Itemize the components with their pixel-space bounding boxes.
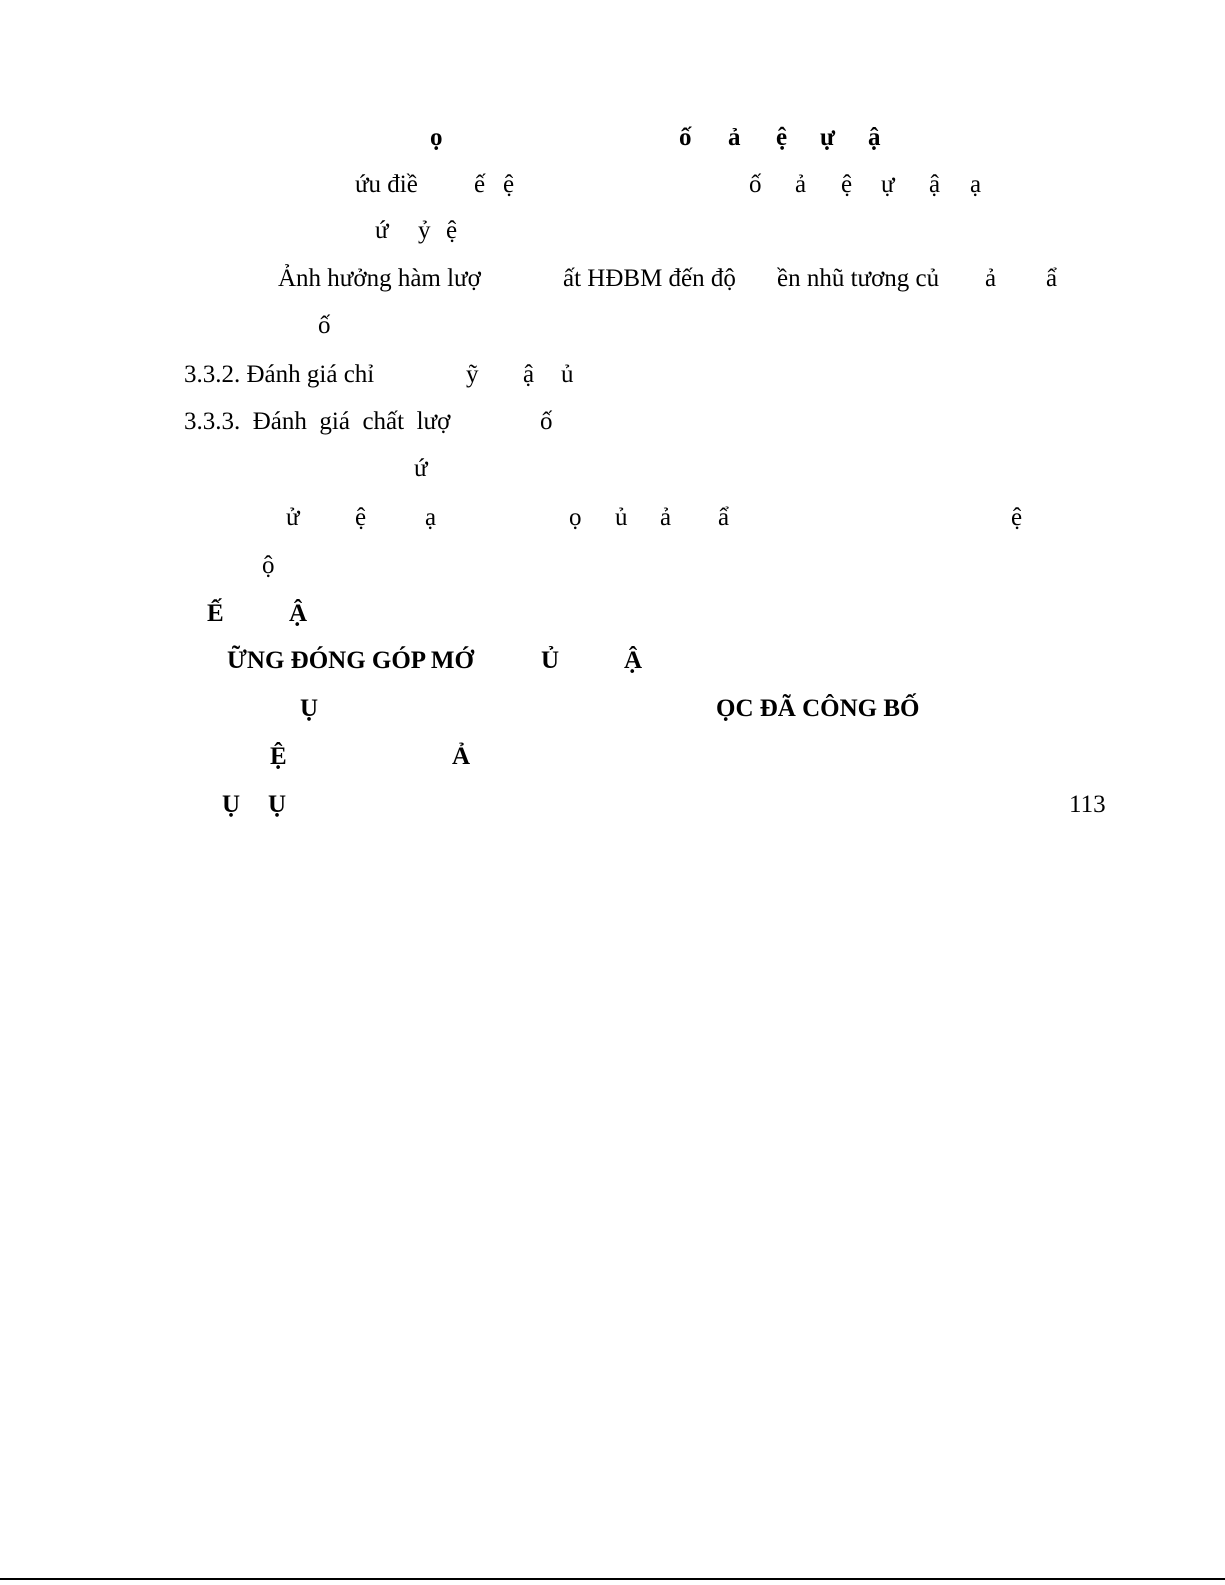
toc-line-1 (0, 120, 1225, 156)
toc-text: Ủ (541, 647, 560, 674)
toc-text: ố (679, 124, 692, 151)
toc-text: ỹ (466, 361, 479, 388)
toc-text: ệ (1011, 504, 1023, 531)
page-number: 113 (1069, 791, 1106, 818)
toc-text: ứ (414, 455, 428, 482)
toc-text: ền nhũ tương củ (777, 265, 940, 292)
toc-text: Ảnh hưởng hàm lượ (278, 265, 481, 292)
toc-text: ệ (355, 504, 367, 531)
toc-line-10 (0, 548, 1225, 584)
bottom-rule (0, 1578, 1225, 1580)
toc-line-8 (0, 451, 1225, 487)
toc-text: ệ (446, 217, 458, 244)
toc-text: ạ (970, 171, 982, 198)
toc-text: ả (985, 265, 997, 292)
toc-line-3 (0, 213, 1225, 249)
toc-text: ạ (425, 504, 437, 531)
toc-line-15 (0, 787, 1225, 823)
toc-text: ự (820, 124, 836, 151)
toc-text: ự (881, 171, 895, 198)
toc-text: Ệ (270, 743, 287, 770)
toc-line-4 (0, 261, 1225, 297)
toc-text: ố (318, 312, 331, 339)
toc-text: ộ (262, 552, 275, 579)
toc-text: ỮNG ĐÓNG GÓP MỚ (227, 647, 474, 674)
toc-text: ệ (841, 171, 853, 198)
toc-line-6 (0, 357, 1225, 393)
toc-text: ậ (868, 124, 881, 151)
toc-text: ậ (523, 361, 535, 388)
toc-text: ả (660, 504, 672, 531)
toc-text: ệ (776, 124, 788, 151)
toc-text: ỷ (418, 217, 431, 244)
toc-text: Ế (207, 600, 224, 627)
toc-line-2 (0, 167, 1225, 203)
toc-text: ẩ (718, 504, 730, 531)
toc-text: Ụ (300, 695, 319, 722)
toc-text: ố (749, 171, 762, 198)
toc-text: ọ (569, 504, 582, 531)
toc-line-13 (0, 691, 1225, 727)
toc-text: Ả (452, 743, 471, 770)
toc-text: ẩ (1046, 265, 1058, 292)
toc-text: ả (795, 171, 807, 198)
toc-text: ất HĐBM đến độ (563, 265, 736, 292)
toc-text: ả (728, 124, 741, 151)
toc-text: ứu điề (355, 171, 418, 198)
toc-text: ử (286, 504, 300, 531)
toc-text: ỌC ĐÃ CÔNG BỐ (716, 695, 920, 722)
toc-line-9 (0, 500, 1225, 536)
toc-text: Ụ (222, 791, 241, 818)
toc-line-12 (0, 643, 1225, 679)
toc-text: ệ (503, 171, 515, 198)
toc-text: ứ (375, 217, 389, 244)
toc-text: ủ (615, 504, 628, 531)
toc-line-14 (0, 739, 1225, 775)
toc-text: ậ (929, 171, 941, 198)
toc-text: ế (474, 171, 486, 198)
toc-text: ủ (561, 361, 574, 388)
toc-text: ố (540, 408, 553, 435)
toc-text: Ậ (289, 600, 308, 627)
toc-line-5 (0, 308, 1225, 344)
toc-text: ọ (430, 124, 443, 151)
toc-text: 3.3.2. Đánh giá chỉ (184, 361, 375, 388)
toc-line-11 (0, 596, 1225, 632)
toc-line-7 (0, 404, 1225, 440)
toc-text: Ậ (624, 647, 643, 674)
toc-text: Ụ (268, 791, 287, 818)
toc-text: 3.3.3. Đánh giá chất lượ (184, 408, 451, 435)
